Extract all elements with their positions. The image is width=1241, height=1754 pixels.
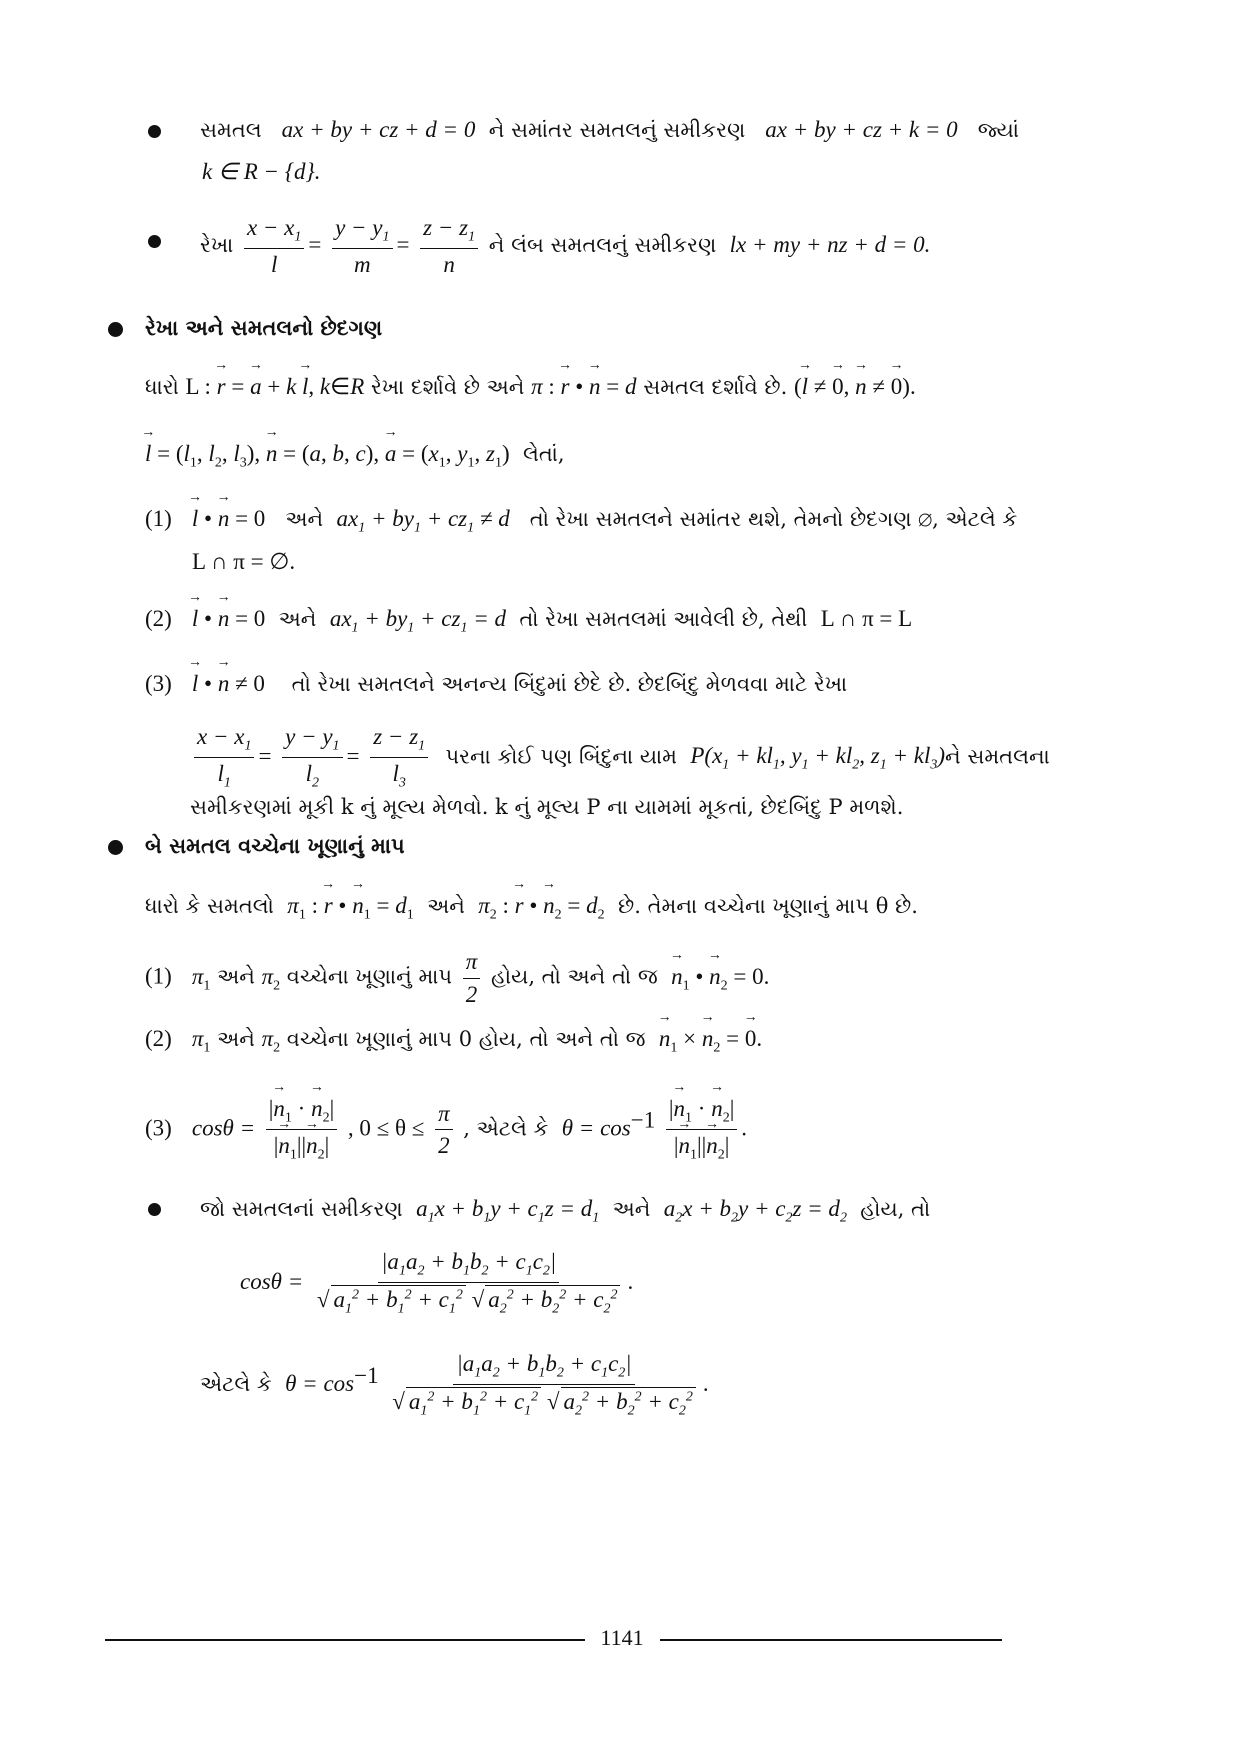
normal-plane-statement: રેખા $\frac{x - x_1}{l}$ = $\frac{y - y_1}{m}$ = $\frac{z - z_1}{n}$ ને લંબ સમતલનું સમીકરણ lx + my + nz + d = 0. — [200, 215, 931, 278]
angle-case-2: (2) $\pi_1$ અને $\pi_2$ વચ્ચેના ખૂણાનું માપ 0 હોય, તો અને તો જ $n \to_1 \times n \to_2 = 0$ →. — [145, 1025, 762, 1057]
parallel-plane-equation: ax + by + cz + k = 0 — [765, 117, 958, 142]
k-condition: k ∈ R − {d}. — [202, 159, 321, 184]
case-3-line-3: સમીકરણમાં મૂકી k નું મૂલ્ય મેળવો. k નું મૂલ્ય P ના યામમાં મૂકતાં, છેદબિંદુ P મળશે. — [190, 795, 904, 819]
cos-formula: cosθ = $\frac{|a_1a_2 + b_1b_2 + c_1c_2|}{√ a_1^2 + b_1^2 + c_1^2 √ a_2^2 + b_2^2 + c_2^2}$ . — [240, 1249, 634, 1317]
case-1-result: L ∩ π = ∅. — [192, 549, 296, 574]
theta-formula: એટલે કે $\theta = \cos^{-1}$ $\frac{|a_1a_2 + b_1b_2 + c_1c_2|}{√ a_1^2 + b_1^2 + c_1^2 √ a_2^2 + b_2^2 + c_2^2}$ . — [200, 1351, 709, 1419]
bullet-dot — [148, 125, 161, 138]
case-3: (3) l → • n → ≠ 0 તો રેખા સમતલને અનન્ય બિંદુમાં છેદે છે. છેદબિંદુ મેળવવા માટે રેખા — [145, 670, 847, 698]
parallel-plane-statement: સમતલ ax + by + cz + d = 0 ને સમાંતર સમતલનું સમીકરણ ax + by + cz + k = 0 જ્યાં — [200, 117, 1020, 142]
intro-line-plane: ધારો L : r → = a → + k l →, k∈R રેખા દર્શાવે છે અને π : r → • n → = d સમતલ દર્શાવે છે. (l → ≠ 0 →, n → ≠ 0 →). — [145, 373, 916, 401]
angle-intro: ધારો કે સમતલો $\pi_1$ : r → • $n \to_1 = d_1$ અને $\pi_2$ : r → • $n \to_2 = d_2$ છે. તેમના વચ્ચેના ખૂણાનું માપ θ છે. — [145, 892, 918, 924]
angle-case-3: (3) cosθ = $\frac{|n \to_1 \cdot n \to_2|}{|n \to_1||n \to_2|}$ , 0 ≤ θ ≤ $\frac{\pi}{2}$ , એટલે કે $\theta = \cos^{-1}$ $\frac{|n \to_1 \cdot n \to_2|}{|n \to_1||n \to_2|}$ . — [145, 1095, 747, 1165]
footer-rule-right — [660, 1639, 1002, 1641]
bullet-dot — [148, 235, 161, 248]
section-heading-angle: બે સમતલ વચ્ચેના ખૂણાનું માપ — [145, 833, 405, 858]
cartesian-statement: જો સમતલનાં સમીકરણ $a_1x + b_1y + c_1z = d_1$ અને $a_2x + b_2y + c_2z = d_2$ હોય, તો — [200, 1196, 931, 1226]
line-fraction-y: $\frac{y - y_1}{m}$ — [332, 214, 392, 279]
case-3-line-2: $\frac{x - x_1}{l_1}$ = $\frac{y - y_1}{l_2}$ = $\frac{z - z_1}{l_3}$ પરના કોઈ પણ બિંદુના યામ $P(x_1 + kl_1$, $y_1 + kl_2$, $z_1$ + $kl_3)ને$ સમતલના — [190, 723, 1050, 793]
section-bullet — [108, 322, 123, 337]
definitions-line: l → = ($l_1$, $l_2$, $l_3$), n → = (a, b, c), a → = ($x_1$, $y_1$, $z_1$) લેતાં, — [145, 440, 565, 472]
page-number: 1141 — [600, 1625, 644, 1650]
plane-equation: ax + by + cz + d = 0 — [281, 117, 476, 142]
section-heading-intersection: રેખા અને સમતલનો છેદગણ — [145, 315, 383, 340]
normal-plane-equation: lx + my + nz + d = 0. — [729, 231, 931, 257]
section-bullet — [108, 840, 123, 855]
case-2: (2) l → • n → = 0 અને $ax_1 + by_1 + cz_1 = d$ તો રેખા સમતલમાં આવેલી છે, તેથી L ∩ π = L — [145, 605, 912, 637]
line-fraction-x: $\frac{x - x_1}{l}$ — [244, 214, 304, 279]
line-fraction-z: $\frac{z - z_1}{n}$ — [420, 214, 478, 279]
angle-case-1: (1) $\pi_1$ અને $\pi_2$ વચ્ચેના ખૂણાનું માપ $\frac{\pi}{2}$ હોય, તો અને તો જ $n \to_1$ • $n \to_2 = 0$. — [145, 948, 769, 1008]
footer-rule-left — [105, 1639, 585, 1641]
case-1: (1) l → • n → = 0 અને $ax_1 + by_1 + cz_1 \ne d$ તો રેખા સમતલને સમાંતર થશે, તેમનો છેદગણ ∅, એટલે કે — [145, 505, 1017, 537]
bullet-dot — [148, 1203, 161, 1216]
